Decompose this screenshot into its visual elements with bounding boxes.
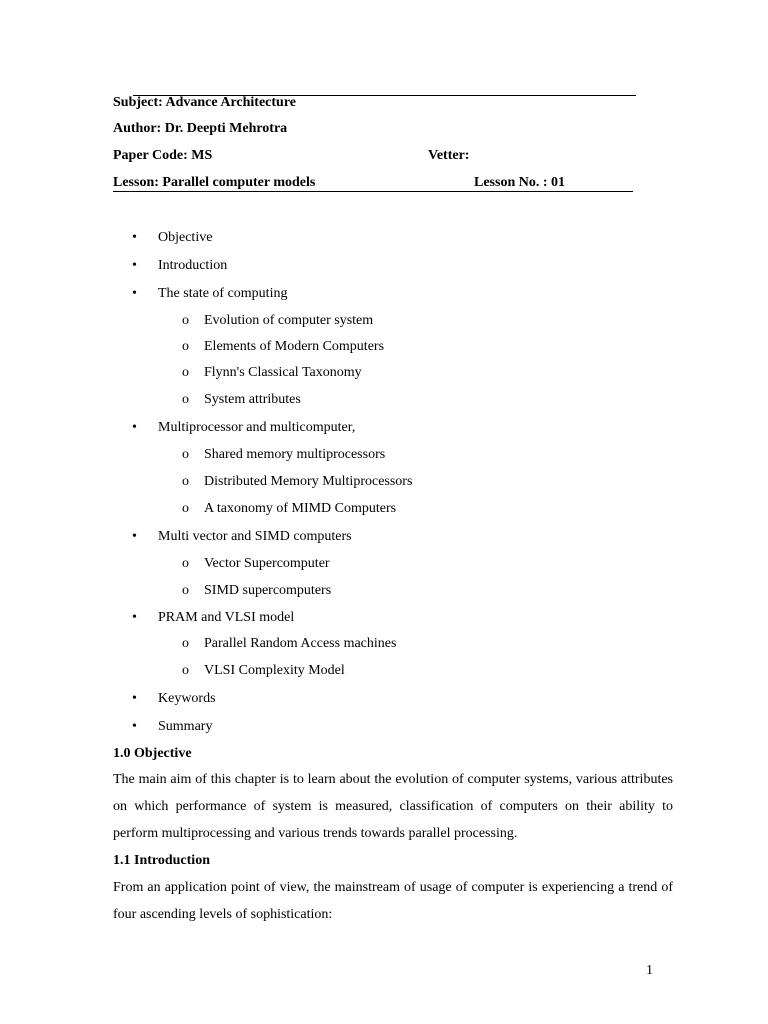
sub-marker: o [182,556,189,571]
sub-marker: o [182,365,189,380]
section-body: From an application point of view, the mainstream of usage of computer is experiencing a trend of four ascending levels of sophistication: [113,880,673,922]
sub-list-item: o Elements of Modern Computers [182,339,385,354]
bullet-marker: • [132,691,137,706]
sub-list-item: o SIMD supercomputers [182,583,332,598]
list-item: • Multi vector and SIMD computers [132,529,352,544]
sub-marker: o [182,392,189,407]
page-number: 1 [646,963,653,978]
sub-list-item: o Shared memory multiprocessors [182,447,386,462]
bullet-marker: • [132,230,137,245]
list-item: • Summary [132,719,213,734]
sub-list-item: o Vector Supercomputer [182,556,330,571]
bullet-marker: • [132,610,137,625]
list-item: • Keywords [132,691,216,706]
section-heading: 1.1 Introduction [113,853,210,868]
sub-marker: o [182,447,189,462]
bullet-marker: • [132,286,137,301]
bullet-marker: • [132,258,137,273]
sub-list-item: o Distributed Memory Multiprocessors [182,474,413,489]
sub-list-item: o Parallel Random Access machines [182,636,397,651]
sub-marker: o [182,583,189,598]
sub-marker: o [182,339,189,354]
subject-line: Subject: Advance Architecture [113,95,297,110]
sub-marker: o [182,474,189,489]
header-bottom-rule [113,191,633,192]
sub-list-item: o Flynn's Classical Taxonomy [182,365,362,380]
vetter-line: Vetter: [428,148,470,163]
list-item: • Introduction [132,258,228,273]
list-item: • Multiprocessor and multicomputer, [132,420,356,435]
bullet-marker: • [132,719,137,734]
lesson-number: Lesson No. : 01 [474,175,566,190]
list-item: • The state of computing [132,286,288,301]
sub-list-item: o System attributes [182,392,301,407]
sub-list-item: o VLSI Complexity Model [182,663,345,678]
sub-marker: o [182,313,189,328]
sub-list-item: o A taxonomy of MIMD Computers [182,501,397,516]
section-body: The main aim of this chapter is to learn about the evolution of computer systems, various attributes on which performance of system is measured, classification of computers on their ability to perform multiprocessing and various trends towards parallel processing. [113,772,673,841]
paper-code-line: Paper Code: MS [113,148,213,163]
bullet-marker: • [132,529,137,544]
bullet-marker: • [132,420,137,435]
list-item: • PRAM and VLSI model [132,610,295,625]
author-line: Author: Dr. Deepti Mehrotra [113,121,288,136]
lesson-line: Lesson: Parallel computer models [113,175,316,190]
sub-marker: o [182,636,189,651]
section-heading: 1.0 Objective [113,746,192,761]
sub-marker: o [182,663,189,678]
sub-list-item: o Evolution of computer system [182,313,374,328]
sub-marker: o [182,501,189,516]
list-item: • Objective [132,230,213,245]
